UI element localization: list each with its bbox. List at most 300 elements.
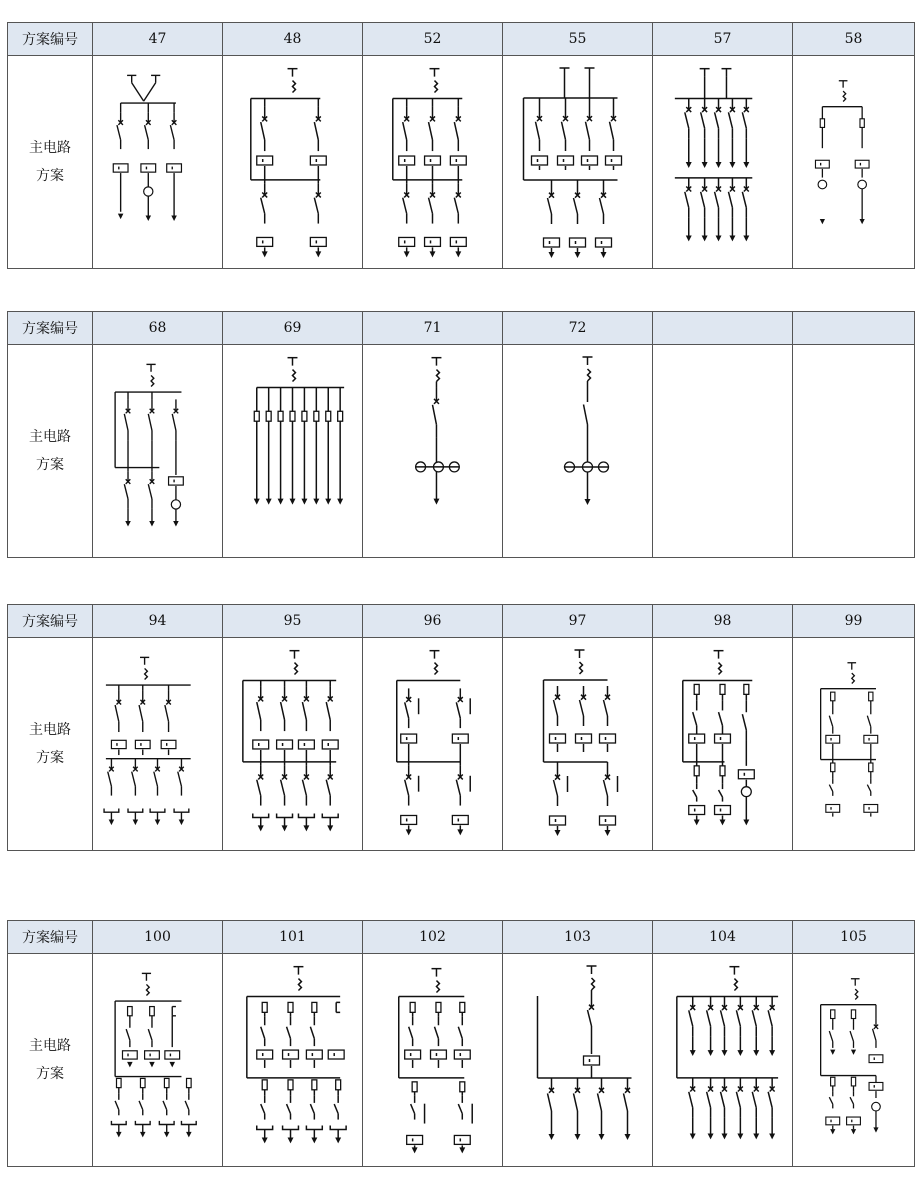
arrow-head <box>686 235 692 241</box>
current-transformer <box>450 156 466 165</box>
cable-head <box>298 814 314 818</box>
fuse <box>116 1078 121 1087</box>
surge-arrester <box>298 979 301 991</box>
arrow-head <box>171 215 177 221</box>
fuse <box>720 766 725 776</box>
fuse <box>266 411 271 421</box>
fuse <box>278 411 283 421</box>
surge-arrester <box>436 370 439 382</box>
wire <box>752 1092 756 1108</box>
fuse <box>338 411 343 421</box>
scheme-number: 52 <box>363 23 503 56</box>
surge-arrester <box>852 673 855 683</box>
arrow-head <box>459 1147 465 1153</box>
single-line-diagram <box>223 638 362 850</box>
fuse <box>436 1002 441 1012</box>
wire <box>433 405 437 425</box>
circuit-diagram <box>93 345 223 558</box>
arrow-head <box>753 1133 759 1139</box>
wire <box>302 702 306 720</box>
wire <box>429 198 433 214</box>
table-diagram-row <box>8 345 915 558</box>
current-transformer <box>570 238 586 247</box>
fuse <box>412 1082 417 1092</box>
arrow-head <box>337 499 343 505</box>
wire <box>454 198 458 214</box>
wire <box>115 1101 119 1110</box>
arrow-head <box>303 825 309 831</box>
arrow-head <box>820 219 825 224</box>
arrow-head <box>335 1137 341 1143</box>
wire <box>185 1101 189 1110</box>
arrow-head <box>851 1050 856 1055</box>
current-transformer <box>167 164 182 172</box>
arrow-head <box>549 252 555 258</box>
table-diagram-row <box>8 638 915 851</box>
cable-head <box>111 1121 126 1125</box>
current-transformer <box>277 740 293 749</box>
scheme-number <box>653 312 793 345</box>
arrow-head <box>433 499 439 505</box>
fuse <box>302 411 307 421</box>
circuit-diagram <box>223 56 363 269</box>
wire <box>693 790 697 797</box>
scheme-number: 55 <box>503 23 653 56</box>
arrow-head <box>873 1127 878 1132</box>
arrow-head <box>149 1062 155 1068</box>
current-transformer <box>122 1051 137 1059</box>
arrow-head <box>155 820 161 826</box>
wire <box>132 772 136 787</box>
current-transformer <box>135 740 150 748</box>
wire <box>456 780 460 796</box>
wire <box>867 785 870 792</box>
fuse <box>410 1002 415 1012</box>
cable-head <box>104 809 119 813</box>
scheme-number: 101 <box>223 921 363 954</box>
table-diagram-row <box>8 56 915 269</box>
arrow-head <box>702 162 708 168</box>
arrow-head <box>722 1050 728 1056</box>
wire <box>728 112 732 128</box>
current-transformer <box>558 156 574 165</box>
current-transformer <box>738 770 754 779</box>
wire <box>170 125 174 140</box>
arrow-head <box>282 825 288 831</box>
wire <box>115 705 119 722</box>
single-line-diagram <box>793 56 914 268</box>
cable-head <box>306 1126 322 1130</box>
circuit-diagram <box>793 345 915 558</box>
wire <box>126 1029 130 1040</box>
arrow-head <box>716 235 722 241</box>
current-transformer <box>257 156 273 165</box>
fuse <box>744 684 749 694</box>
current-transformer <box>399 156 415 165</box>
arrow-head <box>769 1050 775 1056</box>
arrow-head <box>262 1137 268 1143</box>
current-transformer <box>532 156 548 165</box>
single-line-diagram <box>223 345 362 557</box>
arrow-head <box>325 499 331 505</box>
scheme-number: 103 <box>503 921 653 954</box>
arrow-head <box>601 252 607 258</box>
single-line-diagram <box>653 345 792 557</box>
arrow-head <box>769 1133 775 1139</box>
arrow-head <box>690 1133 696 1139</box>
wire <box>719 790 723 797</box>
single-line-diagram <box>503 638 652 850</box>
wire <box>334 1104 338 1114</box>
wire <box>458 1104 462 1114</box>
arrow-head <box>118 214 124 220</box>
cable-head <box>128 809 143 813</box>
wire <box>454 122 458 140</box>
current-transformer <box>283 1050 299 1059</box>
fuse <box>831 692 835 701</box>
single-line-diagram <box>653 56 792 268</box>
cable-head <box>135 1121 150 1125</box>
wire <box>548 1093 552 1111</box>
wire <box>261 1104 265 1114</box>
fuse <box>150 1007 155 1016</box>
scheme-number: 57 <box>653 23 793 56</box>
wire <box>829 1031 832 1041</box>
scheme-number: 104 <box>653 921 793 954</box>
cable-head <box>174 809 189 813</box>
table-header-row <box>8 23 915 56</box>
arrow-head <box>313 499 319 505</box>
arrow-head <box>186 1132 192 1138</box>
header-label: 方案编号 <box>8 605 93 638</box>
wire <box>574 198 578 214</box>
wire <box>584 405 588 425</box>
wire <box>310 1027 314 1039</box>
wire <box>178 772 182 787</box>
current-transformer <box>298 740 314 749</box>
wire <box>326 780 330 796</box>
wire <box>604 700 608 716</box>
fuse <box>820 119 824 128</box>
surge-arrester <box>293 81 296 93</box>
wire <box>148 484 152 499</box>
wire <box>261 198 265 214</box>
fuse <box>831 1077 835 1086</box>
wire <box>829 785 832 792</box>
wire <box>281 702 285 720</box>
arrow-head <box>127 1062 133 1068</box>
scheme-number: 72 <box>503 312 653 345</box>
arrow-head <box>430 251 436 257</box>
wire <box>287 1104 291 1114</box>
single-line-diagram <box>793 345 914 557</box>
arrow-head <box>173 521 179 527</box>
surge-arrester <box>434 81 437 93</box>
arrow-head <box>729 162 735 168</box>
scheme-number: 96 <box>363 605 503 638</box>
arrow-head <box>258 825 264 831</box>
arrow-head <box>169 1062 175 1068</box>
current-transformer <box>847 1117 861 1125</box>
arrow-head <box>830 1129 835 1134</box>
current-transformer <box>715 734 731 743</box>
wire <box>434 1027 438 1039</box>
current-transformer <box>855 160 869 168</box>
wire <box>685 192 689 208</box>
surge-arrester <box>151 375 154 386</box>
circuit-diagram <box>793 56 915 269</box>
surge-arrester <box>592 978 595 990</box>
single-line-diagram <box>363 56 502 268</box>
surge-arrester <box>588 369 591 381</box>
fuse <box>831 763 835 772</box>
transformer-coil <box>818 180 827 189</box>
current-transformer <box>584 1056 600 1065</box>
transformer-coil <box>858 180 867 189</box>
wire <box>281 780 285 796</box>
current-transformer <box>450 237 466 246</box>
arrow-head <box>753 1050 759 1056</box>
wire <box>132 83 144 101</box>
fuse <box>288 1002 293 1012</box>
fuse <box>851 1010 855 1019</box>
wire <box>829 1097 832 1104</box>
fuse <box>694 684 699 694</box>
transformer-coil <box>741 787 751 797</box>
fuse <box>288 1080 293 1090</box>
current-transformer <box>864 735 878 743</box>
arrow-head <box>254 499 260 505</box>
arrow-head <box>737 1133 743 1139</box>
current-transformer <box>169 477 184 485</box>
arrow-head <box>455 251 461 257</box>
scheme-number: 48 <box>223 23 363 56</box>
current-transformer <box>454 1050 470 1059</box>
arrow-head <box>301 499 307 505</box>
circuit-diagram <box>793 954 915 1167</box>
current-transformer <box>826 805 840 813</box>
wire <box>429 122 433 140</box>
circuit-diagram <box>223 638 363 851</box>
fuse <box>460 1082 465 1092</box>
current-transformer <box>600 734 616 743</box>
fuse <box>336 1080 341 1090</box>
arrow-head <box>708 1050 714 1056</box>
arrow-head <box>625 1134 631 1140</box>
current-transformer <box>113 164 128 172</box>
arrow-head <box>412 1147 418 1153</box>
wire <box>314 198 318 214</box>
fuse <box>187 1078 192 1087</box>
wire <box>736 1010 740 1026</box>
arrow-head <box>743 819 749 825</box>
arrow-head <box>133 820 139 826</box>
wire <box>154 772 158 787</box>
wire <box>257 702 261 720</box>
single-line-diagram <box>93 638 222 850</box>
wire <box>685 112 689 128</box>
wire <box>624 1093 628 1111</box>
surge-arrester <box>580 662 583 674</box>
cable-head <box>257 1126 273 1130</box>
scheme-table-1 <box>7 22 915 269</box>
current-transformer <box>328 1050 344 1059</box>
arrow-head <box>694 819 700 825</box>
wire <box>405 702 409 718</box>
wire <box>873 1029 876 1041</box>
wire <box>829 716 832 727</box>
current-transformer <box>582 156 598 165</box>
wire <box>124 414 128 431</box>
wire <box>701 192 705 208</box>
wire <box>456 702 460 718</box>
wire <box>405 780 409 796</box>
single-line-diagram <box>363 345 502 557</box>
scheme-number: 68 <box>93 312 223 345</box>
current-transformer <box>550 816 566 825</box>
wire <box>261 1027 265 1039</box>
current-transformer <box>869 1082 883 1090</box>
circuit-diagram <box>363 954 503 1167</box>
arrow-head <box>315 251 321 257</box>
arrow-head <box>327 825 333 831</box>
scheme-number: 105 <box>793 921 915 954</box>
scheme-number: 95 <box>223 605 363 638</box>
scheme-number: 94 <box>93 605 223 638</box>
wire <box>728 192 732 208</box>
wire <box>403 122 407 140</box>
current-transformer <box>425 156 441 165</box>
arrow-head <box>702 235 708 241</box>
row-label: 主电路 方案 <box>8 56 93 269</box>
wire <box>586 122 590 140</box>
arrow-head <box>605 830 611 836</box>
arrow-head <box>575 252 581 258</box>
fuse <box>290 411 295 421</box>
current-transformer <box>576 734 592 743</box>
fuse <box>262 1002 267 1012</box>
header-label: 方案编号 <box>8 921 93 954</box>
arrow-head <box>278 499 284 505</box>
wire <box>310 1104 314 1114</box>
wire <box>536 122 540 140</box>
table-diagram-row <box>8 954 915 1167</box>
single-line-diagram <box>363 954 502 1166</box>
cable-head <box>277 814 293 818</box>
fuse <box>869 692 873 701</box>
circuit-diagram <box>653 954 793 1167</box>
arrow-head <box>851 1129 856 1134</box>
fuse <box>128 1007 133 1016</box>
arrow-head <box>720 819 726 825</box>
circuit-diagram <box>503 954 653 1167</box>
wire <box>604 780 608 796</box>
wire <box>721 1092 725 1108</box>
wire <box>588 1010 592 1026</box>
current-transformer <box>161 740 176 748</box>
arrow-head <box>686 162 692 168</box>
wire <box>287 1027 291 1039</box>
arrow-head <box>722 1133 728 1139</box>
surge-arrester <box>436 981 439 993</box>
transformer-coil <box>171 500 180 509</box>
arrow-head <box>743 235 749 241</box>
transformer-coil <box>872 1102 881 1111</box>
wire <box>148 1029 152 1040</box>
fuse <box>312 1002 317 1012</box>
single-line-diagram <box>93 56 222 268</box>
fuse <box>851 1077 855 1086</box>
surge-arrester <box>843 91 846 101</box>
circuit-diagram <box>653 638 793 851</box>
circuit-diagram <box>93 638 223 851</box>
current-transformer <box>401 815 417 824</box>
single-line-diagram <box>503 56 652 268</box>
arrow-head <box>290 499 296 505</box>
current-transformer <box>826 735 840 743</box>
surge-arrester <box>855 989 858 999</box>
current-transformer <box>399 237 415 246</box>
arrow-head <box>716 162 722 168</box>
current-transformer <box>452 734 468 743</box>
current-transformer <box>253 740 269 749</box>
fuse <box>860 119 864 128</box>
cable-head <box>330 1126 346 1130</box>
surge-arrester <box>719 663 722 675</box>
fuse <box>869 763 873 772</box>
circuit-diagram <box>363 638 503 851</box>
scheme-number: 99 <box>793 605 915 638</box>
circuit-diagram <box>503 638 653 851</box>
current-transformer <box>407 1135 423 1144</box>
circuit-diagram <box>223 345 363 558</box>
surge-arrester <box>734 979 737 991</box>
table-header-row <box>8 312 915 345</box>
table-header-row <box>8 605 915 638</box>
arrow-head <box>406 829 412 835</box>
fuse <box>312 1080 317 1090</box>
cable-head <box>159 1121 174 1125</box>
current-transformer <box>544 238 560 247</box>
wire <box>715 192 719 208</box>
arrow-head <box>737 1050 743 1056</box>
wire <box>165 705 169 722</box>
surge-arrester <box>146 984 149 995</box>
scheme-number: 100 <box>93 921 223 954</box>
circuit-diagram <box>503 345 653 558</box>
wire <box>689 1010 693 1026</box>
wire <box>172 414 176 431</box>
scheme-table-4 <box>7 920 915 1167</box>
wire <box>752 1010 756 1026</box>
wire <box>562 122 566 140</box>
wire <box>768 1010 772 1026</box>
current-transformer <box>257 1050 273 1059</box>
transformer-coil <box>144 187 153 196</box>
scheme-number: 71 <box>363 312 503 345</box>
wire <box>598 1093 602 1111</box>
wire <box>719 712 723 726</box>
fuse <box>720 684 725 694</box>
current-transformer <box>310 156 326 165</box>
wire <box>257 780 261 796</box>
current-transformer <box>826 1117 840 1125</box>
single-line-diagram <box>223 56 362 268</box>
surge-arrester <box>294 663 297 675</box>
current-transformer <box>425 237 441 246</box>
current-transformer <box>165 1051 180 1059</box>
surge-arrester <box>145 668 148 679</box>
